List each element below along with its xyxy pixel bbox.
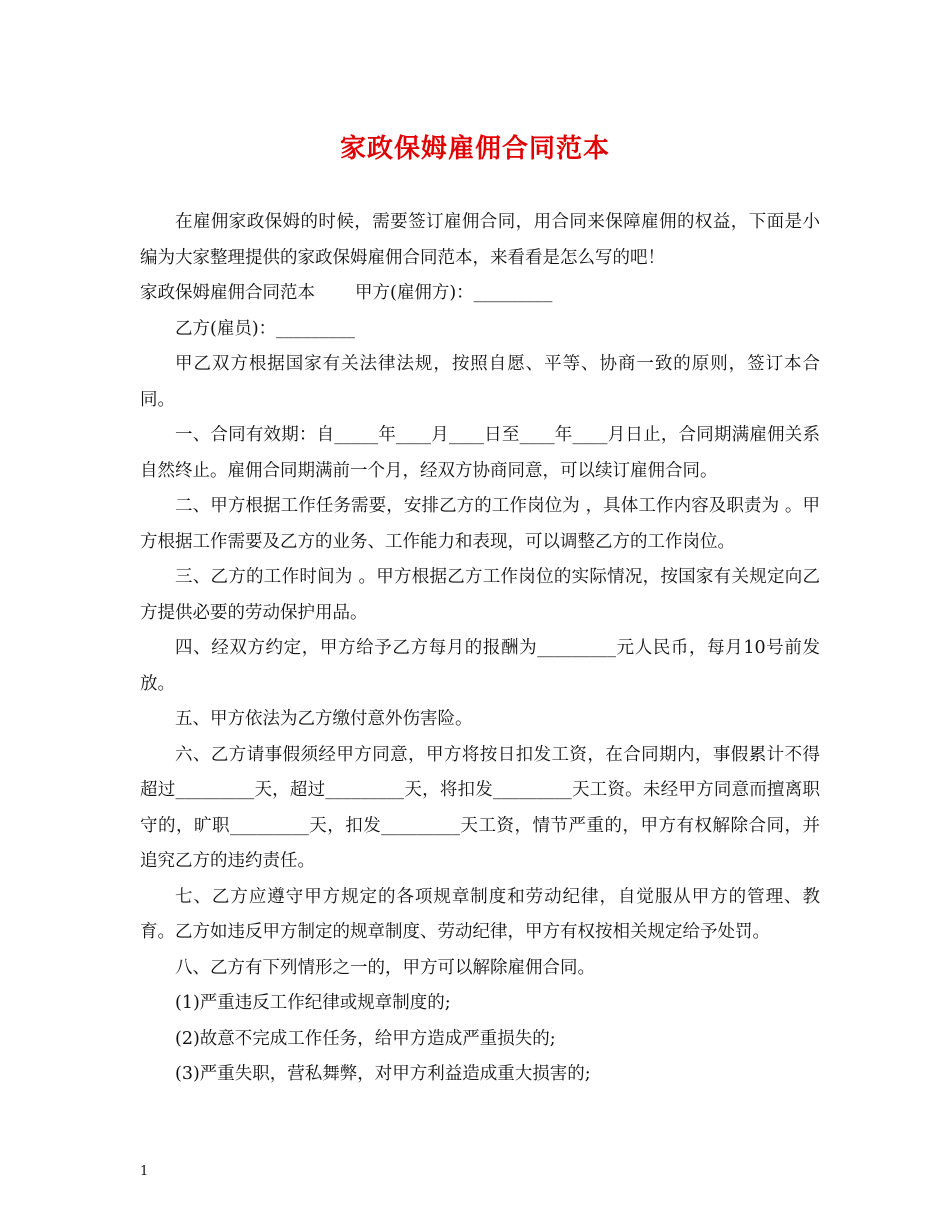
paragraph: 甲乙双方根据国家有关法律法规，按照自愿、平等、协商一致的原则，签订本合同。 [140,354,820,410]
document-title: 家政保姆雇佣合同范本 [339,134,610,164]
clause-8-item-1: (1)严重违反工作纪律或规章制度的; [175,993,451,1013]
clause-2: 二、甲方根据工作任务需要，安排乙方的工作岗位为 ，具体工作内容及职责为 。甲方根据工作需要及乙方的业务、工作能力和表现，可以调整乙方的工作岗位。 [140,496,820,552]
clause-3: 三、乙方的工作时间为 。甲方根据乙方工作岗位的实际情况，按国家有关规定向乙方提供必要的劳动保护用品。 [140,567,820,623]
clause-8-item-3: (3)严重失职，营私舞弊，对甲方利益造成重大损害的; [175,1064,591,1084]
party-b-line: 乙方(雇员)：_________ [175,318,355,339]
subtitle: 家政保姆雇佣合同范本 [140,283,315,303]
clause-8: 八、乙方有下列情形之一的，甲方可以解除雇佣合同。 [175,957,595,978]
clause-5: 五、甲方依法为乙方缴付意外伤害险。 [175,709,473,729]
clause-1: 一、合同有效期：自_____年____月____日至____年____月日止，合同期满雇佣关系自然终止。雇佣合同期满前一个月，经双方协商同意，可以续订雇佣合同。 [140,425,820,481]
page-number: 1 [140,1164,149,1179]
party-a-line: 甲方(雇佣方)：_________ [355,283,553,303]
document-body [140,205,820,1093]
intro-paragraph: 在雇佣家政保姆的时候，需要签订雇佣合同，用合同来保障雇佣的权益，下面是小编为大家整理提供的家政保姆雇佣合同范本，来看看是怎么写的吧！ [140,212,820,268]
clause-4: 四、经双方约定，甲方给予乙方每月的报酬为_________元人民币，每月10号前发放。 [140,638,820,694]
subtitle-line [140,276,820,312]
clause-6: 六、乙方请事假须经甲方同意，甲方将按日扣发工资，在合同期内，事假累计不得超过_________天，超过_________天，将扣发_________天工资。未经甲方同意而擅离职守的，旷职_________天，扣发_________天工资，情节严重的，甲方有权解除合同，并追究乙方的违约责任。 [140,744,820,871]
clause-7: 七、乙方应遵守甲方规定的各项规章制度和劳动纪律，自觉服从甲方的管理、教育。乙方如违反甲方制定的规章制度、劳动纪律，甲方有权按相关规定给予处罚。 [140,886,820,942]
clause-8-item-2: (2)故意不完成工作任务，给甲方造成严重损失的; [175,1028,556,1049]
